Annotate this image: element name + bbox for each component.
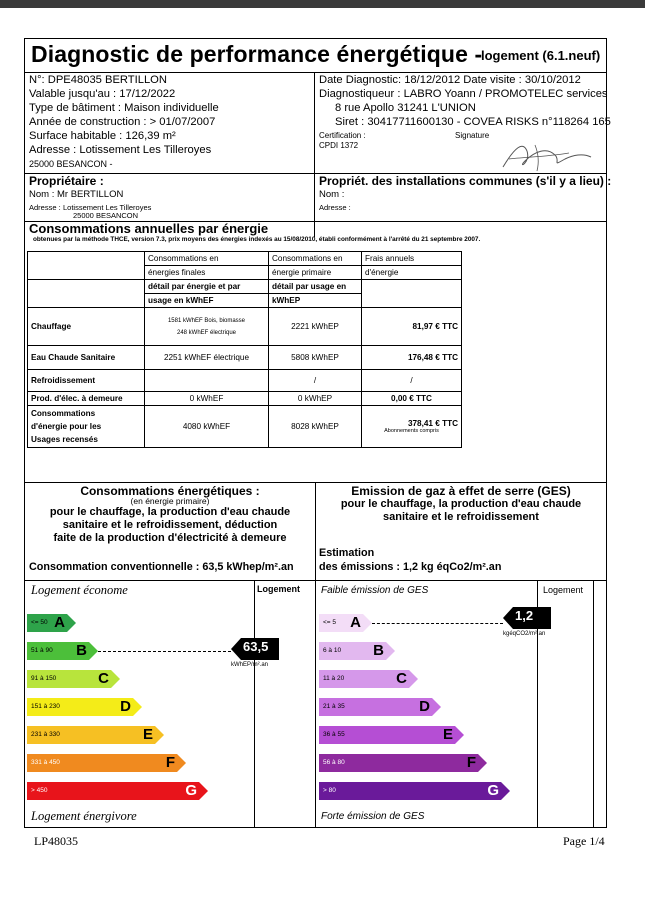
production-cost: 0,00 € TTC: [362, 392, 462, 406]
living-area: Surface habitable : 126,39 m²: [29, 130, 176, 142]
hot-water-primary: 5808 kWhEP: [269, 346, 362, 370]
ges-estimation: Estimation: [319, 547, 375, 559]
ges-class-range: 11 à 20: [323, 675, 345, 682]
left-info-block: [29, 73, 219, 157]
energy-class-letter: F: [165, 754, 175, 771]
dpe-number: N°: DPE48035 BERTILLON: [29, 74, 167, 86]
document-title: Diagnostic de performance énergétique -: [31, 41, 483, 67]
row-label-production: Prod. d'élec. à demeure: [28, 392, 145, 406]
diagnostician-address: 8 rue Apollo 31241 L'UNION: [335, 102, 476, 114]
heating-cost: 81,97 € TTC: [362, 308, 462, 346]
ges-scale-bottom-label: Forte émission de GES: [321, 811, 425, 822]
ges-desc-line1: pour le chauffage, la production d'eau chaude: [340, 498, 582, 510]
hot-water-final: 2251 kWhEF électrique: [145, 346, 269, 370]
energy-class-range: > 450: [31, 787, 48, 794]
date-line: Date Diagnostic: 18/12/2012 Date visite : 30/10/2012: [319, 74, 581, 86]
row-label-total-2: d'énergie pour les: [31, 422, 102, 431]
siret: Siret : 30417711600130 - COVEA RISKS n°118264 165: [335, 116, 611, 128]
heating-final-wood: 1581 kWhEF Bois, biomasse: [167, 317, 246, 324]
owner-name: Nom : Mr BERTILLON: [29, 189, 124, 200]
energy-class-letter: E: [142, 726, 153, 743]
header-detail-usage: détail par usage en: [269, 280, 362, 294]
energy-class-g: [27, 782, 208, 800]
row-label-total-3: Usages recensés: [31, 435, 98, 444]
divider: [314, 72, 315, 237]
ges-class-range: <= 5: [323, 619, 337, 626]
ges-class-letter: D: [419, 698, 430, 715]
energy-conventional: Consommation conventionnelle : 63,5 kWhep/m².an: [29, 561, 294, 573]
heating-final-elec: 248 kWhEF électrique: [176, 329, 237, 336]
energy-class-b: [27, 642, 98, 660]
footer-reference: LP48035: [34, 834, 79, 848]
signature-image: [495, 137, 595, 175]
ges-value-indicator: [503, 607, 551, 637]
total-cost-note: Abonnements compris: [384, 428, 439, 434]
owner-address-label: Adresse :: [29, 203, 61, 212]
ges-desc-line2: sanitaire et le refroidissement: [383, 511, 539, 523]
total-final: 4080 kWhEF: [145, 406, 269, 448]
energy-class-range: 51 à 90: [31, 647, 53, 654]
ges-class-d: [319, 698, 441, 716]
ges-indicator-line: [372, 623, 503, 624]
energy-scale-top-label: Logement économe: [31, 583, 128, 597]
energy-class-c: [27, 670, 120, 688]
production-final: 0 kWhEF: [145, 392, 269, 406]
ges-scale-top-label: Faible émission de GES: [321, 585, 429, 596]
table-row: [28, 392, 462, 406]
table-row: [28, 370, 462, 392]
ges-emissions: des émissions : 1,2 kg éqCo2/m².an: [319, 561, 502, 573]
energy-value-unit: kWhEP/m².an: [231, 662, 269, 668]
energy-class-a: [27, 614, 76, 632]
energy-class-range: <= 50: [31, 619, 48, 626]
table-row: [28, 406, 462, 448]
energy-indicator-line: [98, 651, 231, 652]
ges-class-range: 36 à 55: [323, 731, 345, 738]
document-subtitle: logement (6.1.neuf): [481, 48, 601, 63]
energy-desc-line1: pour le chauffage, la production d'eau chaude: [49, 506, 291, 518]
consumption-table: [27, 251, 462, 448]
certification-value: CPDI 1372: [319, 141, 359, 150]
energy-class-letter: B: [76, 642, 87, 659]
address: Adresse : Lotissement Les Tilleroyes: [29, 144, 212, 156]
total-cost: 378,41 € TTC: [407, 419, 458, 428]
ges-class-a: [319, 614, 372, 632]
energy-class-range: 231 à 330: [31, 731, 60, 738]
energy-value-indicator: [231, 638, 279, 668]
energy-class-range: 331 à 450: [31, 759, 60, 766]
ges-class-letter: F: [466, 754, 476, 771]
ges-class-e: [319, 726, 464, 744]
energy-class-letter: G: [185, 782, 197, 799]
energy-desc-line2: sanitaire et le refroidissement, déduction: [62, 519, 278, 531]
cooling-cost: /: [362, 370, 462, 392]
energy-value: 63,5: [243, 639, 269, 654]
row-label-heating: Chauffage: [28, 308, 145, 346]
valid-until: Valable jusqu'au : 17/12/2022: [29, 88, 176, 100]
certification-label: Certification :: [319, 131, 366, 140]
ges-class-letter: B: [373, 642, 384, 659]
dpe-document: [24, 38, 612, 828]
ges-class-letter: E: [442, 726, 453, 743]
ges-class-g: [319, 782, 510, 800]
common-owner-address-label: Adresse :: [319, 203, 351, 212]
energy-desc-line3: faite de la production d'électricité à demeure: [53, 532, 287, 544]
owner-address-line1: Lotissement Les Tilleroyes: [63, 203, 152, 212]
energy-title: Consommations énergétiques :: [80, 484, 260, 498]
energy-class-range: 91 à 150: [31, 675, 57, 682]
diagnostician: Diagnostiqueur : LABRO Yoann / PROMOTELEC services: [319, 88, 608, 100]
building-type: Type de bâtiment : Maison individuelle: [29, 102, 219, 114]
energy-class-range: 151 à 230: [31, 703, 60, 710]
divider: [25, 580, 606, 581]
hot-water-cost: 176,48 € TTC: [362, 346, 462, 370]
energy-class-e: [27, 726, 164, 744]
ges-column-header: Logement: [543, 585, 584, 595]
total-primary: 8028 kWhEP: [269, 406, 362, 448]
heating-primary: 2221 kWhEP: [269, 308, 362, 346]
footer-page-number: Page 1/4: [563, 834, 605, 848]
header-primary-energy-2: énergie primaire: [269, 266, 362, 280]
consumption-title: Consommations annuelles par énergie: [29, 221, 269, 236]
ges-value: 1,2: [515, 608, 534, 623]
signature-label: Signature: [455, 131, 490, 140]
header-primary-energy: Consommations en: [269, 252, 362, 266]
energy-scale-bottom-label: Logement énergivore: [31, 809, 137, 823]
energy-class-d: [27, 698, 142, 716]
energy-class-letter: D: [120, 698, 131, 715]
ges-value-unit: kgéqCO2/m².an: [503, 631, 546, 637]
construction-year: Année de construction : > 01/07/2007: [29, 116, 216, 128]
row-label-hot-water: Eau Chaude Sanitaire: [28, 346, 145, 370]
header-final-energy-2: énergies finales: [145, 266, 269, 280]
common-owner-title: Propriét. des installations communes (s'il y a lieu) :: [319, 174, 612, 188]
table-row: [28, 308, 462, 346]
header-detail-energy-2: usage en kWhEF: [145, 294, 269, 308]
ges-class-letter: C: [396, 670, 407, 687]
energy-description: [25, 506, 315, 545]
energy-column-header: Logement: [257, 584, 301, 594]
divider: [315, 482, 316, 828]
ges-description: [316, 498, 606, 524]
ges-class-letter: G: [487, 782, 499, 799]
energy-subtitle: (en énergie primaire): [130, 496, 210, 506]
ges-class-range: 6 à 10: [323, 647, 342, 654]
header-annual-cost-2: d'énergie: [362, 266, 462, 280]
energy-class-f: [27, 754, 186, 772]
ges-class-range: > 80: [323, 787, 336, 794]
header-annual-cost: Frais annuels: [362, 252, 462, 266]
owner-address-line2: 25000 BESANCON: [73, 211, 139, 220]
owner-title: Propriétaire :: [29, 174, 104, 188]
ges-title: Emission de gaz à effet de serre (GES): [351, 484, 571, 498]
divider: [593, 580, 594, 828]
ges-class-range: 56 à 80: [323, 759, 345, 766]
energy-class-letter: C: [98, 670, 109, 687]
divider: [254, 580, 255, 828]
ges-class-f: [319, 754, 487, 772]
row-label-total-1: Consommations: [31, 409, 96, 418]
header-final-energy: Consommations en: [145, 252, 269, 266]
city: 25000 BESANCON -: [29, 159, 113, 169]
ges-class-c: [319, 670, 418, 688]
window-top-bar: [0, 0, 645, 8]
cooling-primary: /: [269, 370, 362, 392]
ges-class-range: 21 à 35: [323, 703, 345, 710]
row-label-cooling: Refroidissement: [28, 370, 145, 392]
consumption-method: obtenues par la méthode THCE, version 7.3, prix moyens des énergies indexés au 15/08/2010, établi conformément à l'arrêté du 21 septembre 2007.: [33, 236, 481, 243]
header-detail-energy: détail par énergie et par: [145, 280, 269, 294]
energy-class-letter: A: [54, 614, 65, 631]
table-row: [28, 346, 462, 370]
ges-class-letter: A: [350, 614, 361, 631]
ges-class-b: [319, 642, 395, 660]
production-primary: 0 kWhEP: [269, 392, 362, 406]
common-owner-name: Nom :: [319, 189, 345, 200]
header-detail-usage-2: kWhEP: [269, 294, 362, 308]
